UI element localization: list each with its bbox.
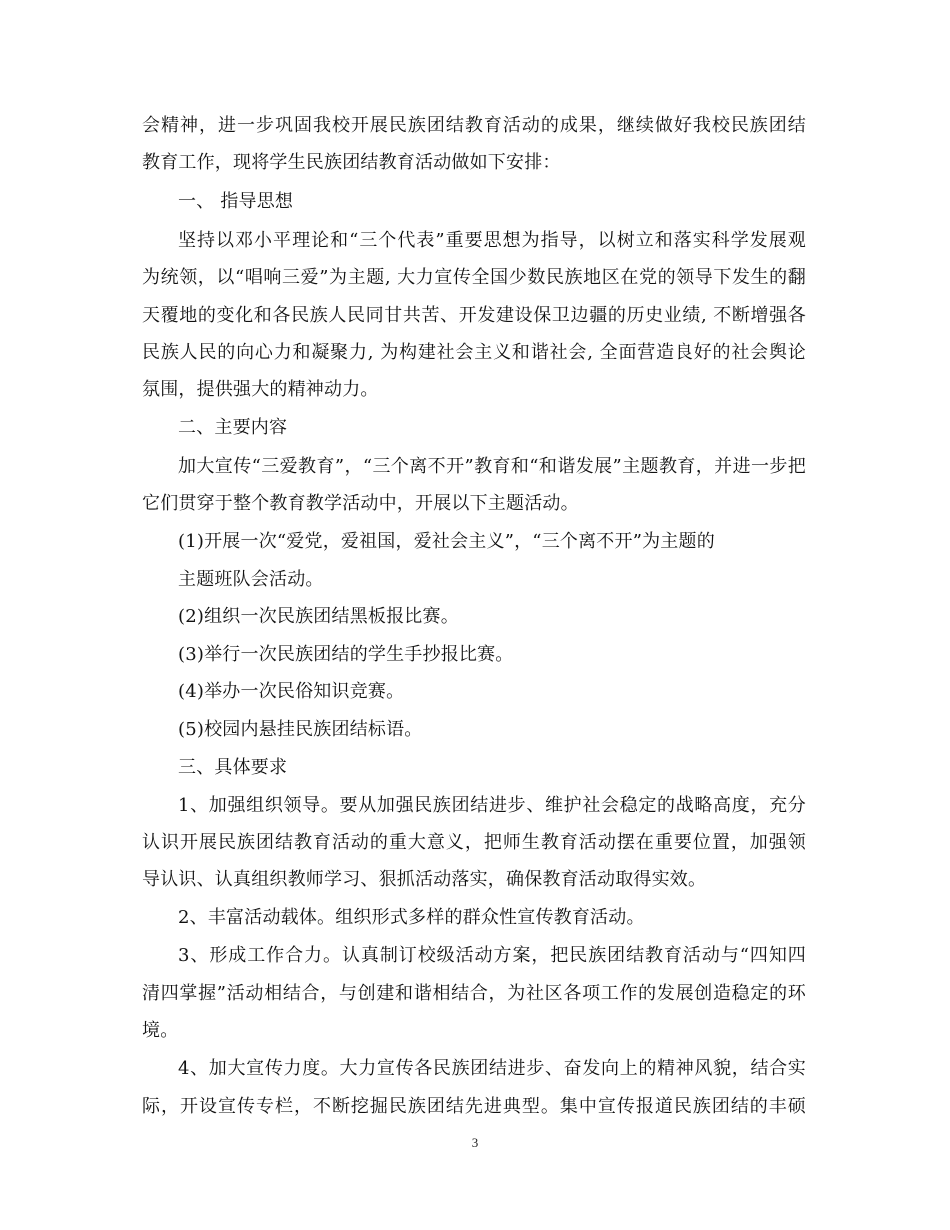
text-line: 坚持以邓小平理论和“三个代表”重要思想为指导，以树立和落实科学发展观 (178, 230, 806, 251)
list-item: (3)举行一次民族团结的学生手抄报比赛。 (178, 644, 514, 665)
text-line: 3、形成工作合力。认真制订校级活动方案，把民族团结教育活动与“四知四 (178, 945, 806, 966)
list-item-continuation: 主题班队会活动。 (178, 569, 324, 590)
text-line: 教育工作，现将学生民族团结教育活动做如下安排： (142, 152, 561, 173)
page-number: 3 (471, 1135, 479, 1150)
text-line: 会精神，进一步巩固我校开展民族团结教育活动的成果，继续做好我校民族团结 (142, 115, 806, 136)
section-heading: 三、具体要求 (178, 757, 288, 778)
text-line: 民族人民的向心力和凝聚力, 为构建社会主义和谐社会, 全面营造良好的社会舆论 (142, 342, 806, 363)
section-heading: 二、主要内容 (178, 417, 288, 438)
text-line: 4、加大宣传力度。大力宣传各民族团结进步、奋发向上的精神风貌，结合实 (178, 1058, 806, 1079)
text-line: 导认识、认真组织教师学习、狠抓活动落实，确保教育活动取得实效。 (142, 869, 707, 890)
list-item: (1)开展一次“爱党，爱祖国，爱社会主义”，“三个离不开”为主题的 (178, 531, 715, 552)
text-line: 2、丰富活动载体。组织形式多样的群众性宣传教育活动。 (178, 907, 645, 928)
text-line: 天覆地的变化和各民族人民同甘共苦、开发建设保卫边疆的历史业绩, 不断增强各 (142, 305, 806, 326)
text-line: 加大宣传“三爱教育”，“三个离不开”教育和“和谐发展”主题教育，并进一步把 (178, 456, 806, 477)
text-line: 它们贯穿于整个教育教学活动中，开展以下主题活动。 (142, 493, 579, 514)
text-line: 1、加强组织领导。要从加强民族团结进步、维护社会稳定的战略高度，充分 (178, 795, 806, 816)
section-heading: 一、 指导思想 (178, 191, 294, 212)
list-item: (2)组织一次民族团结黑板报比赛。 (178, 606, 459, 627)
text-line: 氛围，提供强大的精神动力。 (142, 379, 379, 400)
list-item: (4)举办一次民俗知识竞赛。 (178, 681, 405, 702)
text-line: 境。 (142, 1020, 179, 1041)
list-item: (5)校园内悬挂民族团结标语。 (178, 719, 423, 740)
text-line: 清四掌握”活动相结合，与创建和谐相结合，为社区各项工作的发展创造稳定的环 (142, 983, 806, 1004)
text-line: 认识开展民族团结教育活动的重大意义，把师生教育活动摆在重要位置，加强领 (142, 832, 806, 853)
text-line: 际，开设宣传专栏，不断挖掘民族团结先进典型。集中宣传报道民族团结的丰硕 (142, 1096, 806, 1117)
text-line: 为统领，以“唱响三爱”为主题, 大力宣传全国少数民族地区在党的领导下发生的翻 (142, 267, 806, 288)
